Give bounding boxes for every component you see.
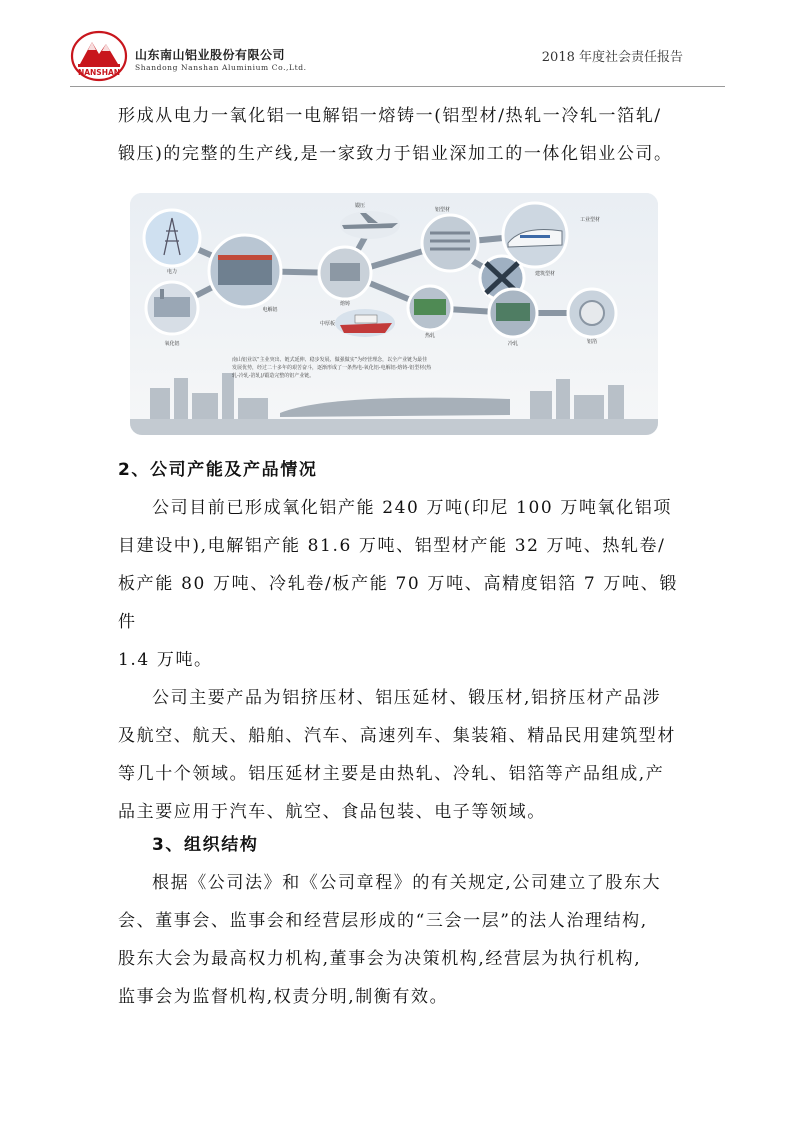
paragraph-line: 会、董事会、监事会和经营层形成的“三会一层”的法人治理结构,	[118, 911, 648, 931]
paragraph-line: 品主要应用于汽车、航空、食品包装、电子等领域。	[118, 802, 546, 822]
company-name-cn: 山东南山铝业股份有限公司	[135, 48, 286, 62]
paragraph-line: 监事会为监督机构,权责分明,制衡有效。	[118, 987, 449, 1007]
section-2-title: 2、公司产能及产品情况	[118, 460, 318, 480]
label-power: 电力	[166, 269, 178, 275]
label-building-profiles: 建筑型材	[535, 271, 556, 277]
paragraph-line: 等几十个领域。铝压延材主要是由热轧、冷轧、铝箔等产品组成,产	[118, 764, 665, 784]
paragraph-line: 及航空、航天、船舶、汽车、高速列车、集装箱、精品民用建筑型材	[118, 726, 676, 746]
company-name-en: Shandong Nanshan Aluminium Co.,Ltd.	[135, 63, 307, 72]
label-alumina: 氧化铝	[164, 341, 180, 347]
logo-text: NANSHAN	[77, 68, 121, 77]
label-plates: 中厚板	[320, 321, 336, 327]
figure-caption-line: 南山铝业以“主业突出、链式延伸、稳步发展、做强做实”为经营理念，以全产业链为最佳	[232, 357, 428, 363]
industry-chain-diagram	[130, 193, 658, 435]
paragraph-line: 股东大会为最高权力机构,董事会为决策机构,经营层为执行机构,	[118, 949, 642, 969]
intro-line: 锻压)的完整的生产线,是一家致力于铝业深加工的一体化铝业公司。	[118, 144, 673, 164]
section-3-title: 3、组织结构	[152, 835, 259, 855]
label-electrolytic: 电解铝	[262, 307, 278, 313]
paragraph-line: 板产能 80 万吨、冷轧卷/板产能 70 万吨、高精度铝箔 7 万吨、锻件	[118, 574, 678, 632]
intro-paragraph	[118, 97, 678, 173]
paragraph-line: 1.4 万吨。	[118, 650, 213, 670]
label-foil: 铝箔	[586, 339, 598, 345]
page-header	[0, 0, 793, 90]
figure-caption-line: 发展优势，经过二十多年的艰苦奋斗，逐渐形成了一条热电-氧化铝-电解铝-熔铸-铝型材(热	[232, 365, 432, 371]
paragraph-line: 公司目前已形成氧化铝产能 240 万吨(印尼 100 万吨氧化铝项	[152, 498, 672, 518]
report-title: 2018 年度社会责任报告	[541, 50, 683, 65]
intro-line: 形成从电力一氧化铝一电解铝一熔铸一(铝型材/热轧一冷轧一箔轧/	[118, 106, 662, 126]
label-forging: 锻压	[355, 203, 366, 209]
figure-caption-line: 轧-冷轧-箔轧)/锻造完整的铝产业链。	[232, 373, 315, 379]
label-extrusion: 铝型材	[435, 207, 451, 213]
nanshan-logo-icon	[70, 30, 128, 82]
label-cold-rolling: 冷轧	[507, 341, 519, 347]
paragraph-line: 公司主要产品为铝挤压材、铝压延材、锻压材,铝挤压材产品涉	[152, 688, 662, 708]
header-divider	[70, 86, 725, 87]
section-2	[118, 451, 678, 831]
label-industrial-profiles: 工业型材	[580, 217, 601, 223]
label-casting: 熔铸	[339, 301, 351, 307]
paragraph-line: 根据《公司法》和《公司章程》的有关规定,公司建立了股东大	[152, 873, 662, 893]
ground-band	[130, 419, 658, 435]
figure-caption	[232, 356, 442, 380]
label-hot-rolling: 热轧	[424, 333, 436, 339]
paragraph-line: 目建设中),电解铝产能 81.6 万吨、铝型材产能 32 万吨、热轧卷/	[118, 536, 666, 556]
industry-chain-figure	[130, 193, 658, 435]
section-3	[118, 826, 678, 1016]
